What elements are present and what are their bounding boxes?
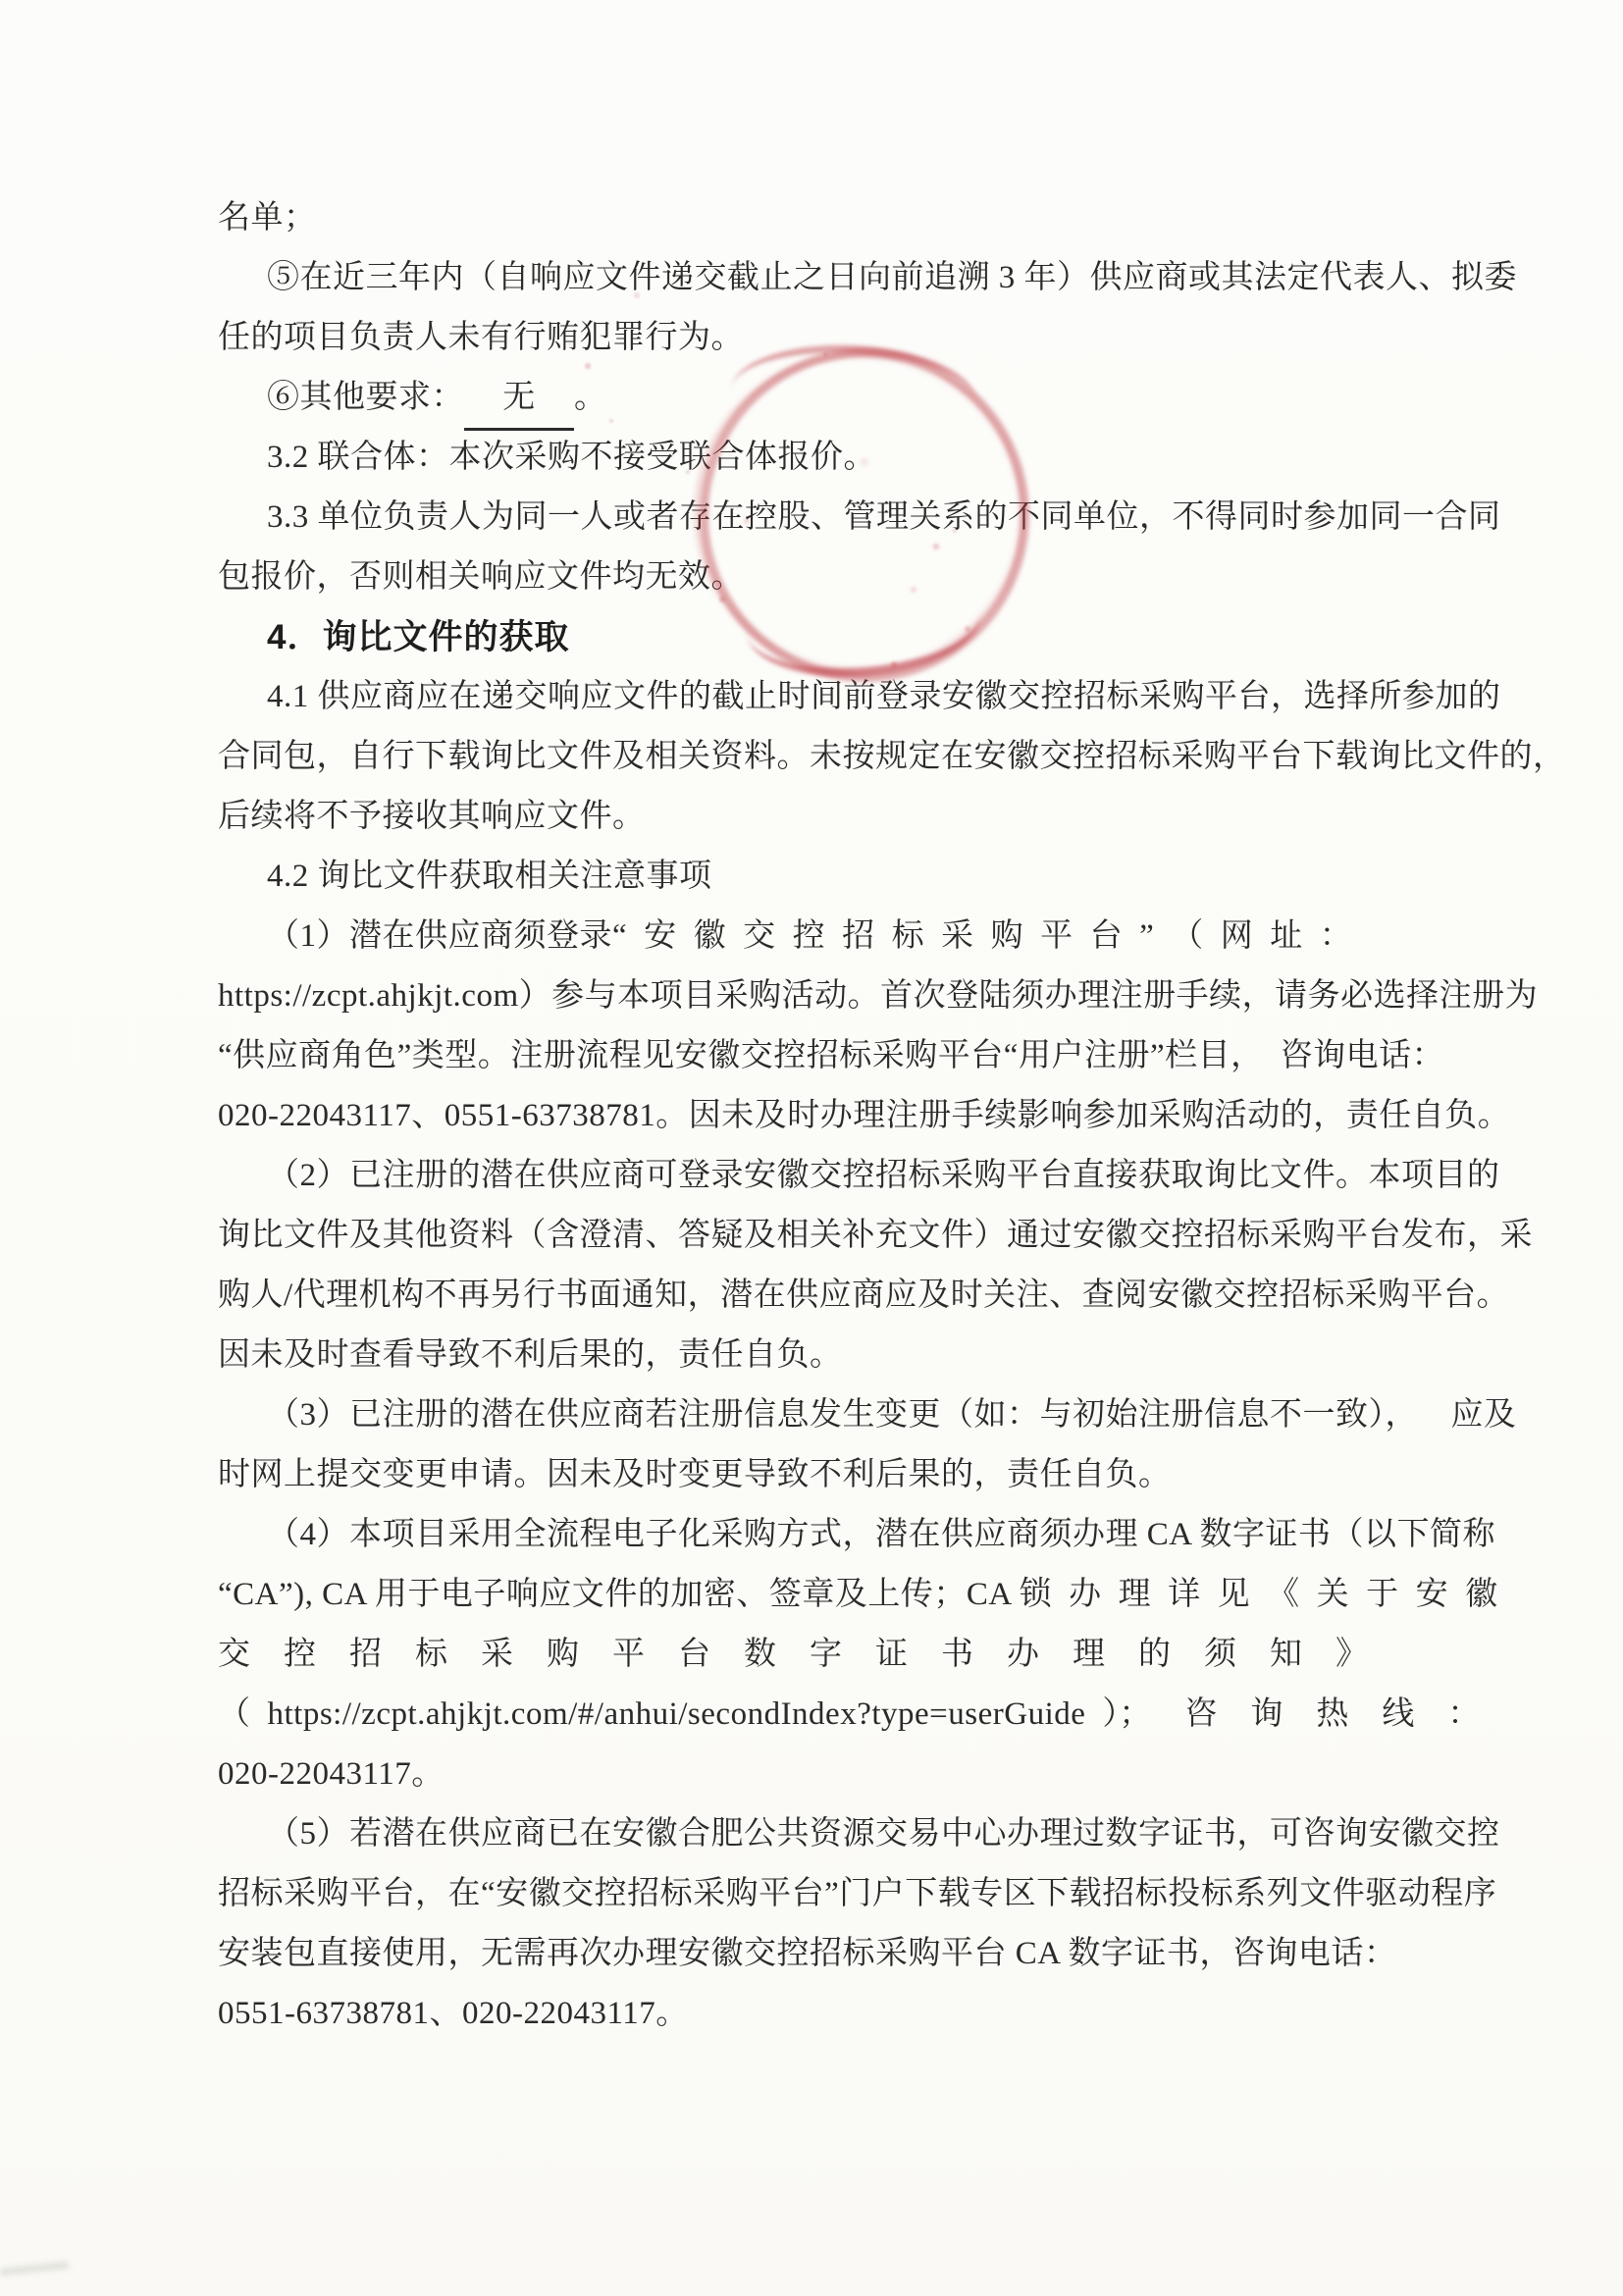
text-line: 安装包直接使用，无需再次办理安徽交控招标采购平台 CA 数字证书，咨询电话： <box>218 1936 1397 1971</box>
text-line: 交 控 招 标 采 购 平 台 数 字 证 书 办 理 的 须 知 》 <box>218 1637 1369 1672</box>
text-line: 4.2 询比文件获取相关注意事项 <box>267 859 712 894</box>
text-line: 购人/代理机构不再另行书面通知，潜在供应商应及时关注、查阅安徽交控招标采购平台。 <box>218 1278 1510 1313</box>
other-requirement-period: 。 <box>574 380 607 415</box>
text-line: 包报价，否则相关响应文件均无效。 <box>218 559 744 595</box>
text-line: 合同包，自行下载询比文件及相关资料。未按规定在安徽交控招标采购平台下载询比文件的， <box>218 739 1566 774</box>
text-line: 020-22043117、0551-63738781。因未及时办理注册手续影响参加采购活动的，责任自负。 <box>218 1098 1511 1133</box>
other-requirement-label: ⑥其他要求： <box>267 380 464 415</box>
text-line: 020-22043117。 <box>218 1756 445 1792</box>
text-line: “CA”), CA 用于电子响应文件的加密、签章及上传；CA 锁 办 理 详 见 《 关 于 安 徽 <box>218 1577 1498 1612</box>
text-line: 因未及时查看导致不利后果的，责任自负。 <box>218 1337 843 1373</box>
text-line: https://zcpt.ahjkjt.com）参与本项目采购活动。首次登陆须办理注册手续，请务必选择注册为 <box>218 978 1539 1014</box>
text-line: 3.3 单位负责人为同一人或者存在控股、管理关系的不同单位，不得同时参加同一合同 <box>267 499 1501 535</box>
text-line: 0551-63738781、020-22043117。 <box>218 1996 689 2031</box>
text-line: “供应商角色”类型。注册流程见安徽交控招标采购平台“用户注册”栏目， 咨询电话： <box>218 1038 1445 1073</box>
text-line: ⑤在近三年内（自响应文件递交截止之日向前追溯 3 年）供应商或其法定代表人、拟委 <box>267 260 1517 295</box>
text-line: 任的项目负责人未有行贿犯罪行为。 <box>218 320 744 355</box>
text-line: 询比文件及其他资料（含澄清、答疑及相关补充文件）通过安徽交控招标采购平台发布，采 <box>218 1218 1533 1253</box>
text-line: 招标采购平台，在“安徽交控招标采购平台”门户下载专区下载招标投标系列文件驱动程序 <box>218 1876 1497 1911</box>
text-line: 后续将不予接收其响应文件。 <box>218 799 646 834</box>
text-line: （5）若潜在供应商已在安徽合肥公共资源交易中心办理过数字证书，可咨询安徽交控 <box>267 1816 1500 1852</box>
section-heading: 4．询比文件的获取 <box>267 618 570 656</box>
scan-artifact-line <box>18 2275 935 2279</box>
text-line: 3.2 联合体：本次采购不接受联合体报价。 <box>267 440 876 475</box>
text-line: 名单； <box>218 200 317 235</box>
text-line: （1）潜在供应商须登录“ 安 徽 交 控 招 标 采 购 平 台 ” （ 网 址 ： <box>267 918 1353 954</box>
fill-in-blank: 无 <box>464 368 574 431</box>
text-line: 时网上提交变更申请。因未及时变更导致不利后果的，责任自负。 <box>218 1457 1172 1492</box>
text-line: （2）已注册的潜在供应商可登录安徽交控招标采购平台直接获取询比文件。本项目的 <box>267 1158 1500 1193</box>
text-line: （4）本项目采用全流程电子化采购方式，潜在供应商须办理 CA 数字证书（以下简称 <box>267 1517 1496 1552</box>
scan-artifact-smudge <box>0 2261 69 2275</box>
stamp-speckles <box>0 0 2 2</box>
text-line: （3）已注册的潜在供应商若注册信息发生变更（如：与初始注册信息不一致）， 应及 <box>267 1397 1517 1433</box>
text-line: （ https://zcpt.ahjkjt.com/#/anhui/secondIndex?type=userGuide ）； 咨 询 热 线 ： <box>218 1696 1481 1732</box>
text-line: 4.1 供应商应在递交响应文件的截止时间前登录安徽交控招标采购平台，选择所参加的 <box>267 679 1501 714</box>
